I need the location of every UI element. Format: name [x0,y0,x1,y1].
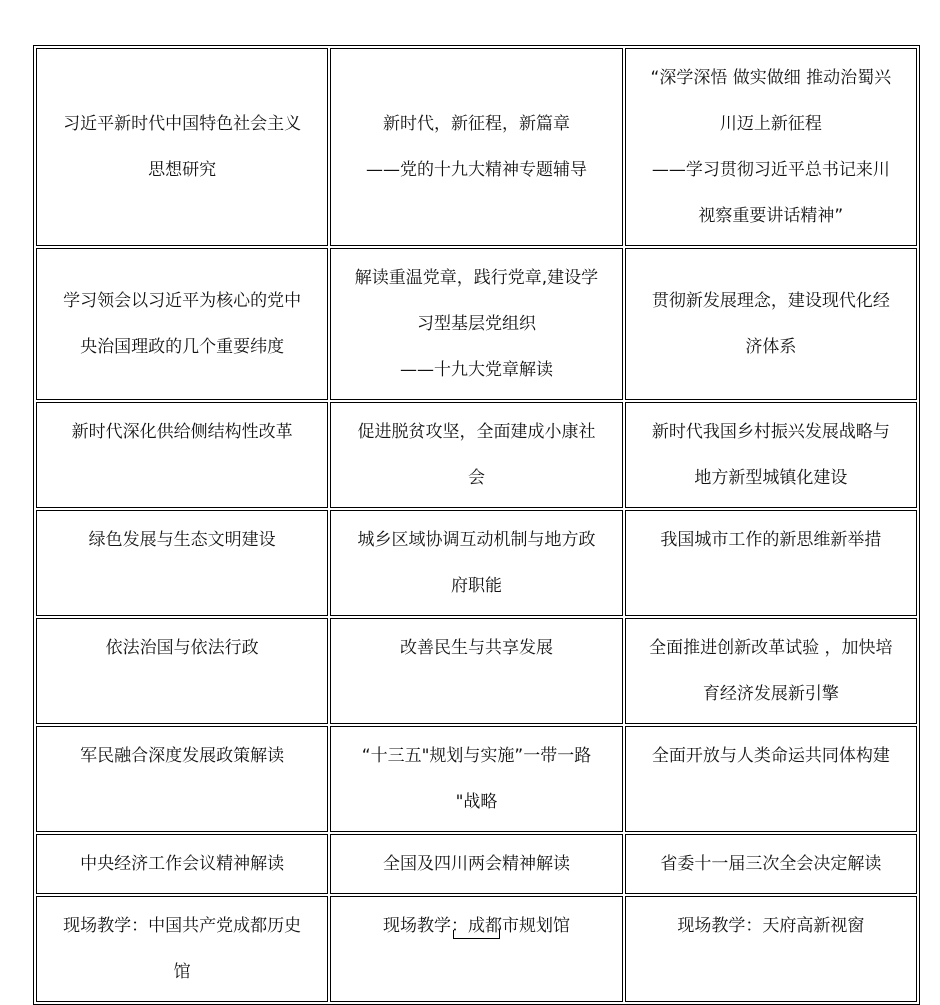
table-cell: 现场教学：天府高新视窗 [625,896,917,1002]
table-cell: 中央经济工作会议精神解读 [36,834,328,894]
table-cell: 新时代，新征程，新篇章 ——党的十九大精神专题辅导 [330,48,622,246]
table-cell: 全面推进创新改革试验 ，加快培 育经济发展新引擎 [625,618,917,724]
table-cell: 省委十一届三次全会决定解读 [625,834,917,894]
table-cell: 绿色发展与生态文明建设 [36,510,328,616]
table-row [36,510,917,616]
table-cell: 新时代深化供给侧结构性改革 [36,402,328,508]
table-cell: 军民融合深度发展政策解读 [36,726,328,832]
table-row [36,618,917,724]
table-cell: 习近平新时代中国特色社会主义 思想研究 [36,48,328,246]
table-edge-mark [453,930,500,939]
table-cell: 学习领会以习近平为核心的党中 央治国理政的几个重要纬度 [36,248,328,400]
table-cell: 全国及四川两会精神解读 [330,834,622,894]
table-cell: 新时代我国乡村振兴发展战略与 地方新型城镇化建设 [625,402,917,508]
table-row [36,248,917,400]
table-cell: “十三五"规划与实施”一带一路 "战略 [330,726,622,832]
table-row [36,402,917,508]
table-cell: 城乡区域协调互动机制与地方政 府职能 [330,510,622,616]
table-row [36,48,917,246]
table-cell: 改善民生与共享发展 [330,618,622,724]
table-cell: 现场教学：中国共产党成都历史 馆 [36,896,328,1002]
table-row [36,834,917,894]
table-row [36,726,917,832]
table-cell: 全面开放与人类命运共同体构建 [625,726,917,832]
table-row [36,896,917,1002]
table-cell: 依法治国与依法行政 [36,618,328,724]
course-table [33,45,920,1005]
table-cell: 解读重温党章，践行党章,建设学 习型基层党组织 ——十九大党章解读 [330,248,622,400]
table-cell: 促进脱贫攻坚，全面建成小康社 会 [330,402,622,508]
table-cell: 现场教学：成都市规划馆 [330,896,622,1002]
table-cell: 我国城市工作的新思维新举措 [625,510,917,616]
table-cell: 贯彻新发展理念，建设现代化经 济体系 [625,248,917,400]
table-cell: “深学深悟 做实做细 推动治蜀兴 川迈上新征程 ——学习贯彻习近平总书记来川 视察重要讲话精神” [625,48,917,246]
